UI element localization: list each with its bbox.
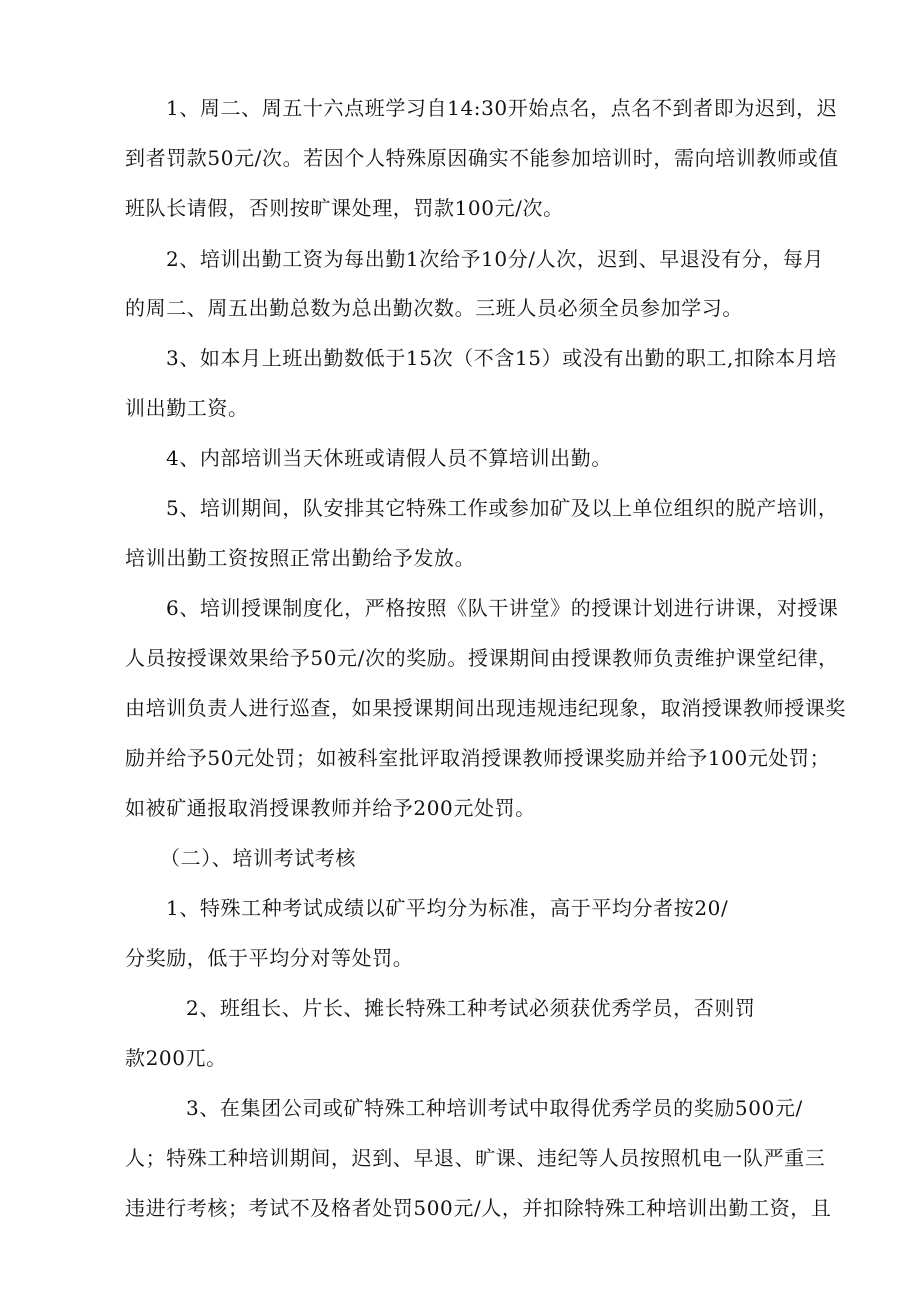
- exam-rule-3-line-1: 3、在集团公司或矿特殊工种培训考试中取得优秀学员的奖励500元/: [186, 1096, 803, 1120]
- rule-5-line-2: 培训出勤工资按照正常出勤给予发放。: [125, 546, 476, 570]
- rule-1-line-2: 到者罚款50元/次。若因个人特殊原因确实不能参加培训时，需向培训教师或值: [125, 146, 839, 170]
- rule-2-line-2: 的周二、周五出勤总数为总出勤次数。三班人员必须全员参加学习。: [125, 296, 743, 320]
- rule-3-line-1: 3、如本月上班出勤数低于15次（不含15）或没有出勤的职工,扣除本月培: [166, 346, 837, 370]
- rule-3-line-2: 训出勤工资。: [125, 396, 249, 420]
- rule-5-line-1: 5、培训期间，队安排其它特殊工作或参加矿及以上单位组织的脱产培训，: [166, 496, 839, 520]
- rule-6-line-3: 由培训负责人进行巡查，如果授课期间出现违规违纪现象，取消授课教师授课奖: [125, 696, 846, 720]
- exam-rule-2-line-1: 2、班组长、片长、摊长特殊工种考试必须获优秀学员，否则罚: [186, 996, 756, 1020]
- exam-rule-1-line-2: 分奖励，低于平均分对等处罚。: [125, 946, 414, 970]
- rule-6-line-2: 人员按授课效果给予50元/次的奖励。授课期间由授课教师负责维护课堂纪律，: [125, 646, 839, 670]
- exam-rule-3-line-2: 人；特殊工种培训期间，迟到、早退、旷课、违纪等人员按照机电一队严重三: [125, 1146, 826, 1170]
- rule-6-line-4: 励并给予50元处罚；如被科室批评取消授课教师授课奖励并给予100元处罚；: [125, 746, 831, 770]
- rule-4-line-1: 4、内部培训当天休班或请假人员不算培训出勤。: [166, 446, 612, 470]
- rule-6-line-1: 6、培训授课制度化，严格按照《队干讲堂》的授课计划进行讲课，对授课: [166, 596, 839, 620]
- rule-1-line-3: 班队长请假，否则按旷课处理，罚款100元/次。: [125, 196, 564, 220]
- section-heading: （二）、培训考试考核: [160, 846, 356, 870]
- rule-1-line-1: 1、周二、周五十六点班学习自14:30开始点名，点名不到者即为迟到，迟: [166, 96, 838, 120]
- exam-rule-1-line-1: 1、特殊工种考试成绩以矿平均分为标准，高于平均分者按20/: [166, 896, 729, 920]
- rule-2-line-1: 2、培训出勤工资为每出勤1次给予10分/人次，迟到、早退没有分，每月: [166, 247, 825, 271]
- exam-rule-3-line-3: 违进行考核；考试不及格者处罚500元/人，并扣除特殊工种培训出勤工资，且: [125, 1196, 832, 1220]
- rule-6-line-5: 如被矿通报取消授课教师并给予200元处罚。: [125, 796, 536, 820]
- exam-rule-2-line-2: 款200兀。: [125, 1046, 227, 1070]
